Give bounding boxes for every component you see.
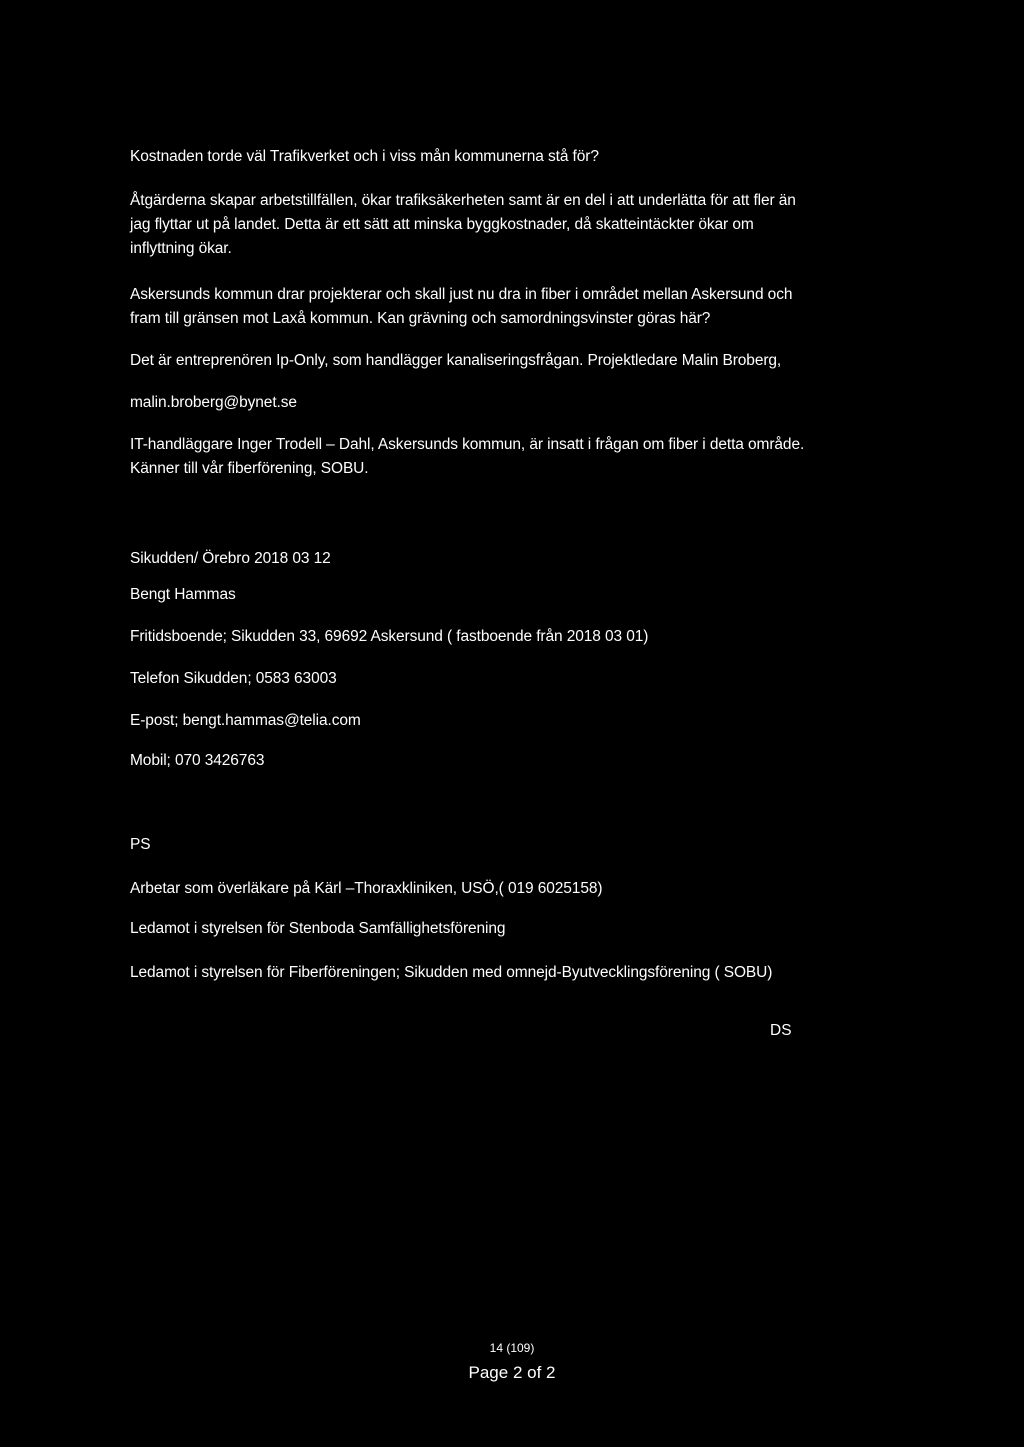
signature-address: Fritidsboende; Sikudden 33, 69692 Askersund ( fastboende från 2018 03 01) (130, 628, 649, 645)
signature-email: E-post; bengt.hammas@telia.com (130, 712, 361, 729)
paragraph-line: fram till gränsen mot Laxå kommun. Kan grävning och samordningsvinster göras här? (130, 310, 711, 327)
signature-name: Bengt Hammas (130, 586, 236, 603)
page-number: Page 2 of 2 (468, 1363, 556, 1382)
signature-mobile: Mobil; 070 3426763 (130, 752, 265, 769)
paragraph-line: Askersunds kommun drar projekterar och skall just nu dra in fiber i området mellan Askersund och (130, 286, 793, 303)
ps-line: Ledamot i styrelsen för Fiberföreningen; Sikudden med omnejd-Byutvecklingsförening ( SOBU) (130, 964, 773, 981)
signature-phone: Telefon Sikudden; 0583 63003 (130, 670, 337, 687)
ps-line: Ledamot i styrelsen för Stenboda Samfällighetsförening (130, 920, 506, 937)
ds-label: DS (770, 1021, 792, 1039)
signature-place-date: Sikudden/ Örebro 2018 03 12 (130, 550, 331, 567)
page-reference: 14 (109) (489, 1341, 535, 1355)
paragraph-line: Det är entreprenören Ip-Only, som handlägger kanaliseringsfrågan. Projektledare Malin Broberg, (130, 352, 782, 369)
ps-line: Arbetar som överläkare på Kärl –Thoraxkliniken, USÖ,( 019 6025158) (130, 880, 603, 897)
ps-label: PS (130, 836, 151, 853)
email-contact-malin: malin.broberg@bynet.se (130, 394, 297, 411)
paragraph-line: inflyttning ökar. (130, 240, 232, 257)
paragraph-line: IT-handläggare Inger Trodell – Dahl, Askersunds kommun, är insatt i frågan om fiber i detta område. (130, 436, 805, 453)
paragraph-line: Åtgärderna skapar arbetstillfällen, ökar trafiksäkerheten samt är en del i att underlätta för att fler än (130, 192, 796, 209)
paragraph-line: Kostnaden torde väl Trafikverket och i viss mån kommunerna stå för? (130, 148, 599, 165)
paragraph-line: jag flyttar ut på landet. Detta är ett sätt att minska byggkostnader, då skatteintäckter ökar om (130, 216, 754, 233)
paragraph-line: Känner till vår fiberförening, SOBU. (130, 460, 369, 477)
